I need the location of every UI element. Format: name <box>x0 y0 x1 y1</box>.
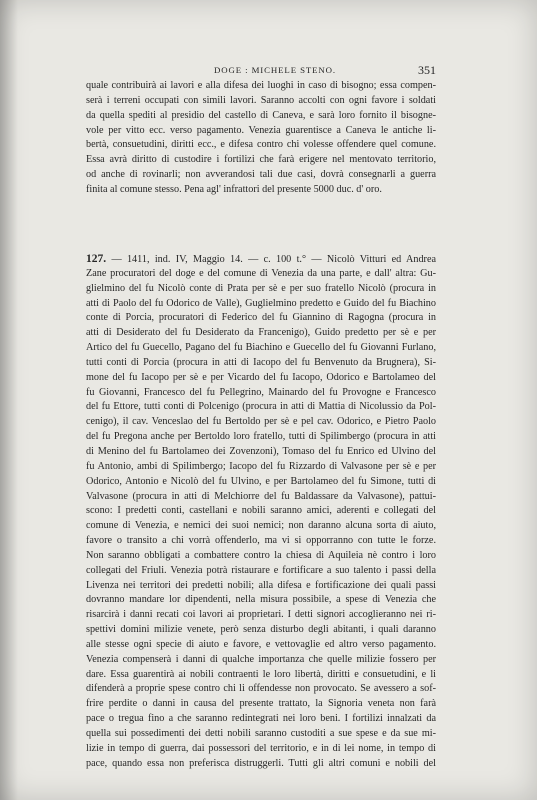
running-header <box>86 64 436 80</box>
document-header-text: — 1411, ind. IV, Maggio 14. — c. 100 t.° — Nicolò Vitturi ed Andrea <box>106 254 436 265</box>
text-line: difenderà a proprie spese contro chi li offendesse non provocato. Se avessero a sof- <box>86 683 436 695</box>
text-line: atti di Desiderato del fu Desiderato da Francenigo), Guido predetto per sè e per <box>86 327 436 339</box>
page-number: 351 <box>418 63 436 77</box>
text-line: Artico del fu Guecello, Pagano del fu Biachino e Guecello del fu Giovanni Furlano, <box>86 342 436 354</box>
document-number: 127. <box>86 253 107 265</box>
text-line: lizie in tempo di guerra, dai possessori del territorio, e in di lei nome, in tempo di <box>86 742 436 754</box>
binding-shadow <box>0 0 18 800</box>
paragraph-body <box>86 267 436 772</box>
text-line: comune di Venezia, e nemici dei suoi nemici; non daranno alcuna sorta di aiuto, <box>86 520 436 532</box>
text-line: od anche di rovinarli; non avverandosi tali due casi, dovrà consegnarli a guerra <box>86 169 436 181</box>
text-line: collegati del Friuli. Venezia potrà ristaurare e fortificare a suo talento i passi della <box>86 564 436 576</box>
text-line: scono: I predetti conti, castellani e nobili saranno amici, aderenti e collegati del <box>86 505 436 517</box>
text-line: glielmino del fu Nicolò conte di Prata per sè e per suo fratello Nicolò (procura in <box>86 282 436 294</box>
text-line: serà i terreni occupati con simili lavori. Saranno accolti con ogni favore i soldati <box>86 94 436 106</box>
text-line: Venezia compenserà i danni di qualche importanza che quelle milizie fossero per <box>86 653 436 665</box>
text-line: favore o transito a chi vorrà offenderlo, ma vi si opporranno con tutte le forze. <box>86 535 436 547</box>
text-line: pace o tregua fino a che saranno redintegrati nei loro beni. I fortilizi innalzati da <box>86 713 436 725</box>
paragraph-first-line <box>86 252 436 267</box>
text-line: di Menino del fu Bartolameo dei Zovenzoni), Tomaso del fu Enrico ed Ulvino del <box>86 445 436 457</box>
text-line: fu Giovanni, Francesco del fu Pellegrino, Mainardo del fu Provogne e Francesco <box>86 386 436 398</box>
text-line: dovranno mandare lor dipendenti, nella misura possibile, a spese di Venezia che <box>86 594 436 606</box>
text-line: spettivi domini milizie venete, però senza disturbo degli abitanti, i quali daranno <box>86 624 436 636</box>
text-line: vole per vitto ecc. verso pagamento. Venezia guarentisce a Caneva le antiche li- <box>86 124 436 136</box>
text-line: frire perdite o danni in causa del presente trattato, la Signoria veneta non farà <box>86 698 436 710</box>
text-line: Odorico, Antonio e Nicolò del fu Ulvino, e per Bartolameo del fu Simone, tutti di <box>86 475 436 487</box>
text-line: quale contribuirà ai lavori e alla difesa dei luoghi in caso di bisogno; essa compen- <box>86 80 436 91</box>
text-line: bertà, consuetudini, diritti ecc., e difesa contro chi volesse offendere quel comune. <box>86 139 436 151</box>
text-line: da quella spediti al presidio del castello di Caneva, e sarà loro fornito il bisogne- <box>86 109 436 121</box>
text-line: alle stesse ogni specie di aiuto e favore, e vettovaglie ed altro verso pagamento. <box>86 638 436 650</box>
text-line: quella sui possedimenti dei detti nobili saranno custoditi a sue spese e da sue mi- <box>86 728 436 739</box>
text-line: Non saranno obbligati a combattere contro la chiesa di Aquileia nè contro i loro <box>86 549 436 561</box>
text-line: del fu Ettore, tutti conti di Polcenigo (procura in atti di Mattia di Nicolussio da Pol- <box>86 401 436 413</box>
text-line: fu Antonio, ambi di Spilimbergo; Iacopo del fu Rizzardo di Valvasone per sè e per <box>86 460 436 472</box>
running-title: DOGE : MICHELE STENO. <box>214 65 337 75</box>
text-line: pace, quando essa non preferisca distruggerli. Tutti gli altri comuni e nobili del <box>86 757 436 769</box>
text-line: del fu Pregona anche per Bertoldo loro fratello, tutti di Spilimbergo (procura in atti <box>86 431 436 443</box>
text-line: Livenza nei territori dei predetti nobili; alla difesa e fortificazione dei quali passi <box>86 579 436 591</box>
text-line: atti di Paolo del fu Odorico de Valle), Guglielmino predetto e Guido del fu Biachino <box>86 297 436 309</box>
paragraph-document-127 <box>86 252 436 772</box>
text-line: Essa avrà diritto di custodire i fortilizi che farà erigere nel mentovato territorio, <box>86 154 436 166</box>
text-line: Zane procuratori del doge e del comune di Venezia da una parte, e dall' altra: Gu- <box>86 267 436 279</box>
text-line: risarcirà i danni recati coi lavori ai proprietari. I detti signori accoglieranno nei ri- <box>86 609 436 621</box>
text-line: cenigo), il cav. Venceslao del fu Bertoldo per sè e pel cav. Odorico, e Pietro Paolo <box>86 416 436 428</box>
text-line: finita al comune stesso. Pena agl' infrattori del presente 5000 duc. d' oro. <box>86 183 382 195</box>
text-line: mone del fu Iacopo per sè e per Vicardo del fu Iacopo, Odorico e Bartolameo del <box>86 371 436 383</box>
text-line: conte di Porcia, procuratori di Federico del fu Giannino di Ragogna (procura in <box>86 312 436 324</box>
text-line: Valvasone (procura in atti di Melchiorre del fu Baldassare da Valvasone), pattui- <box>86 490 436 502</box>
text-line: dare. Essa guarentirà ai nobili contraenti le loro libertà, diritti e consuetudini, e li <box>86 668 436 680</box>
text-line: tutti conti di Porcia (procura in atti di Iacopo del fu Benvenuto da Brugnera), Si- <box>86 356 436 368</box>
paragraph-continuation <box>86 79 436 198</box>
